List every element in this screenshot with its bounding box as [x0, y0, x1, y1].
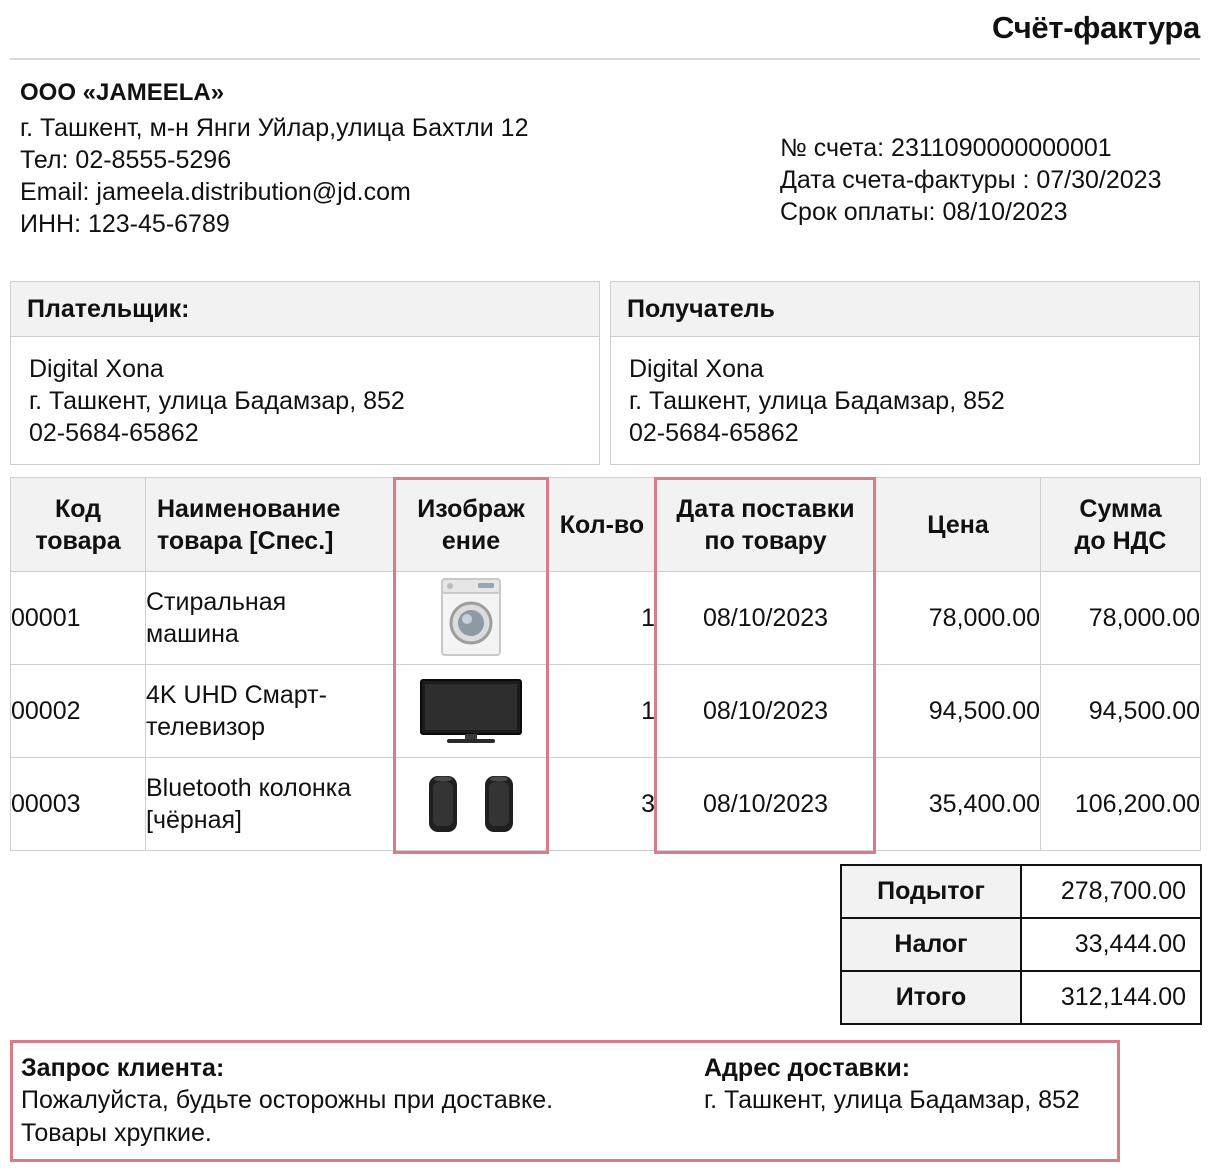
seller-email: Email: jameela.distribution@jd.com [20, 178, 411, 206]
seller-name: ООО «JAMEELA» [20, 79, 225, 106]
payer-phone: 02-5684-65862 [29, 419, 199, 447]
invoice-meta [780, 132, 1200, 228]
delivery-address-header: Адрес доставки: [704, 1054, 911, 1082]
item-name: Стиральная машина [146, 572, 394, 665]
table-row [11, 572, 1201, 665]
item-delivery-date: 08/10/2023 [656, 665, 876, 758]
item-price: 78,000.00 [876, 572, 1041, 665]
col-header-code: Код товара [11, 478, 146, 572]
total-value: 312,144.00 [1021, 971, 1201, 1024]
receiver-box [610, 281, 1200, 465]
table-row [11, 665, 1201, 758]
invoice-date: Дата счета-фактуры : 07/30/2023 [780, 166, 1162, 194]
delivery-address-line: г. Ташкент, улица Бадамзар, 852 [704, 1086, 1080, 1114]
customer-request-box [10, 1040, 1120, 1162]
payer-address: г. Ташкент, улица Бадамзар, 852 [29, 387, 405, 415]
totals-table [840, 864, 1202, 1025]
payer-box [10, 281, 600, 465]
item-code: 00001 [11, 572, 146, 665]
invoice-title: Счёт-фактура [992, 10, 1200, 45]
title-divider [10, 58, 1200, 60]
tax-value: 33,444.00 [1021, 918, 1201, 971]
payer-company: Digital Xona [29, 355, 164, 383]
totals-row-total [841, 971, 1201, 1024]
seller-inn: ИНН: 123-45-6789 [20, 210, 230, 238]
receiver-header: Получатель [611, 282, 1199, 337]
item-delivery-date: 08/10/2023 [656, 572, 876, 665]
delivery-address [704, 1052, 1080, 1117]
item-qty: 1 [549, 665, 656, 758]
delivery-date-column-highlight [654, 477, 876, 854]
items-header-row [11, 478, 1201, 572]
col-header-delivery-date: Дата поставки по товару [656, 478, 876, 572]
item-subtotal: 94,500.00 [1041, 665, 1201, 758]
seller-phone: Тел: 02-8555-5296 [20, 146, 232, 174]
col-header-subtotal: Сумма до НДС [1041, 478, 1201, 572]
table-row [11, 758, 1201, 851]
seller-address: г. Ташкент, м-н Янги Уйлар,улица Бахтли 12 [20, 114, 529, 142]
col-header-image: Изображ ение [394, 478, 549, 572]
col-header-price: Цена [876, 478, 1041, 572]
item-code: 00002 [11, 665, 146, 758]
seller-block [20, 76, 720, 240]
totals-row-subtotal [841, 865, 1201, 918]
item-qty: 3 [549, 758, 656, 851]
subtotal-value: 278,700.00 [1021, 865, 1201, 918]
totals-row-tax [841, 918, 1201, 971]
invoice-number: № счета: 2311090000000001 [780, 134, 1112, 162]
payer-header: Плательщик: [11, 282, 599, 337]
item-code: 00003 [11, 758, 146, 851]
col-header-qty: Кол-во [549, 478, 656, 572]
receiver-company: Digital Xona [629, 355, 764, 383]
item-name: Bluetooth колонка [чёрная] [146, 758, 394, 851]
item-delivery-date: 08/10/2023 [656, 758, 876, 851]
customer-request-header: Запрос клиента: [21, 1054, 225, 1082]
invoice-due-date: Срок оплаты: 08/10/2023 [780, 198, 1068, 226]
tax-label: Налог [841, 918, 1021, 971]
subtotal-label: Подытог [841, 865, 1021, 918]
customer-request-line: Пожалуйста, будьте осторожны при доставке. [21, 1086, 554, 1114]
receiver-phone: 02-5684-65862 [629, 419, 799, 447]
items-table [10, 477, 1201, 851]
item-qty: 1 [549, 572, 656, 665]
image-column-highlight [393, 477, 549, 854]
customer-request-line: Товары хрупкие. [21, 1119, 212, 1147]
customer-request [21, 1052, 553, 1150]
total-label: Итого [841, 971, 1021, 1024]
item-subtotal: 78,000.00 [1041, 572, 1201, 665]
item-price: 35,400.00 [876, 758, 1041, 851]
col-header-name: Наименование товара [Спес.] [146, 478, 394, 572]
receiver-address: г. Ташкент, улица Бадамзар, 852 [629, 387, 1005, 415]
item-name: 4K UHD Смарт- телевизор [146, 665, 394, 758]
item-price: 94,500.00 [876, 665, 1041, 758]
item-subtotal: 106,200.00 [1041, 758, 1201, 851]
